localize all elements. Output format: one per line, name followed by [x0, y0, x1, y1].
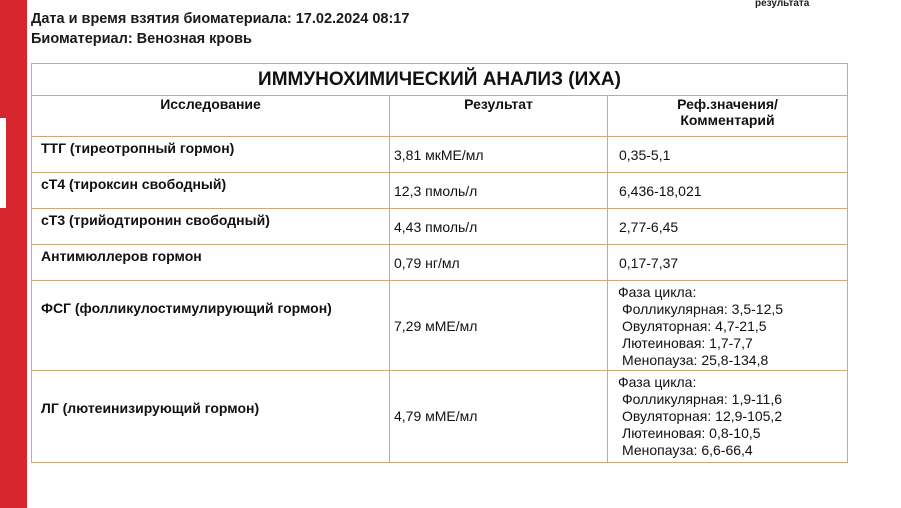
- test-name: сТ4 (тироксин свободный): [32, 173, 390, 209]
- test-result: 0,79 нг/мл: [390, 245, 608, 281]
- column-header-test: Исследование: [32, 96, 390, 137]
- reference-line: Менопауза: 6,6-66,4: [622, 442, 753, 458]
- test-result: 12,3 пмоль/л: [390, 173, 608, 209]
- test-name: ФСГ (фолликулостимулирующий гормон): [32, 281, 390, 371]
- test-reference: 2,77-6,45: [608, 209, 848, 245]
- table-row: [32, 137, 848, 173]
- test-reference: 0,17-7,37: [608, 245, 848, 281]
- table-row: [32, 245, 848, 281]
- test-result: 7,29 мМЕ/мл: [390, 281, 608, 371]
- reference-line: Овуляторная: 4,7-21,5: [622, 318, 767, 334]
- sample-datetime: Дата и время взятия биоматериала: 17.02.2024 08:17: [31, 11, 410, 27]
- reference-line: Фаза цикла:: [618, 284, 697, 300]
- red-side-bar: [0, 0, 27, 508]
- column-header-ref-line1: Реф.значения/: [677, 96, 778, 112]
- test-result: 3,81 мкМЕ/мл: [390, 137, 608, 173]
- test-reference: [608, 371, 848, 463]
- test-name: ЛГ (лютеинизирующий гормон): [32, 371, 390, 463]
- test-name: ТТГ (тиреотропный гормон): [32, 137, 390, 173]
- test-name: Антимюллеров гормон: [32, 245, 390, 281]
- test-reference: 0,35-5,1: [608, 137, 848, 173]
- test-result: 4,79 мМЕ/мл: [390, 371, 608, 463]
- table-row: [32, 281, 848, 371]
- reference-line: Лютеиновая: 0,8-10,5: [622, 425, 761, 441]
- reference-line: Менопауза: 25,8-134,8: [622, 352, 769, 368]
- red-bar-notch: [0, 118, 6, 208]
- results-table: [31, 63, 848, 463]
- column-header-result: Результат: [390, 96, 608, 137]
- column-header-ref: [608, 96, 848, 137]
- table-header-row: [32, 96, 848, 137]
- table-title: ИММУНОХИМИЧЕСКИЙ АНАЛИЗ (ИХА): [32, 64, 848, 96]
- test-result: 4,43 пмоль/л: [390, 209, 608, 245]
- table-row: [32, 173, 848, 209]
- test-reference: [608, 281, 848, 371]
- test-reference: 6,436-18,021: [608, 173, 848, 209]
- biomaterial: Биоматериал: Венозная кровь: [31, 31, 252, 47]
- reference-line: Овуляторная: 12,9-105,2: [622, 408, 783, 424]
- table-row: [32, 371, 848, 463]
- test-name: сТ3 (трийодтиронин свободный): [32, 209, 390, 245]
- column-header-ref-line2: Комментарий: [680, 112, 775, 128]
- reference-line: Фолликулярная: 3,5-12,5: [622, 301, 784, 317]
- reference-line: Фаза цикла:: [618, 374, 697, 390]
- reference-line: Фолликулярная: 1,9-11,6: [622, 391, 783, 407]
- corner-label: результата: [755, 0, 810, 9]
- reference-line: Лютеиновая: 1,7-7,7: [622, 335, 753, 351]
- table-row: [32, 209, 848, 245]
